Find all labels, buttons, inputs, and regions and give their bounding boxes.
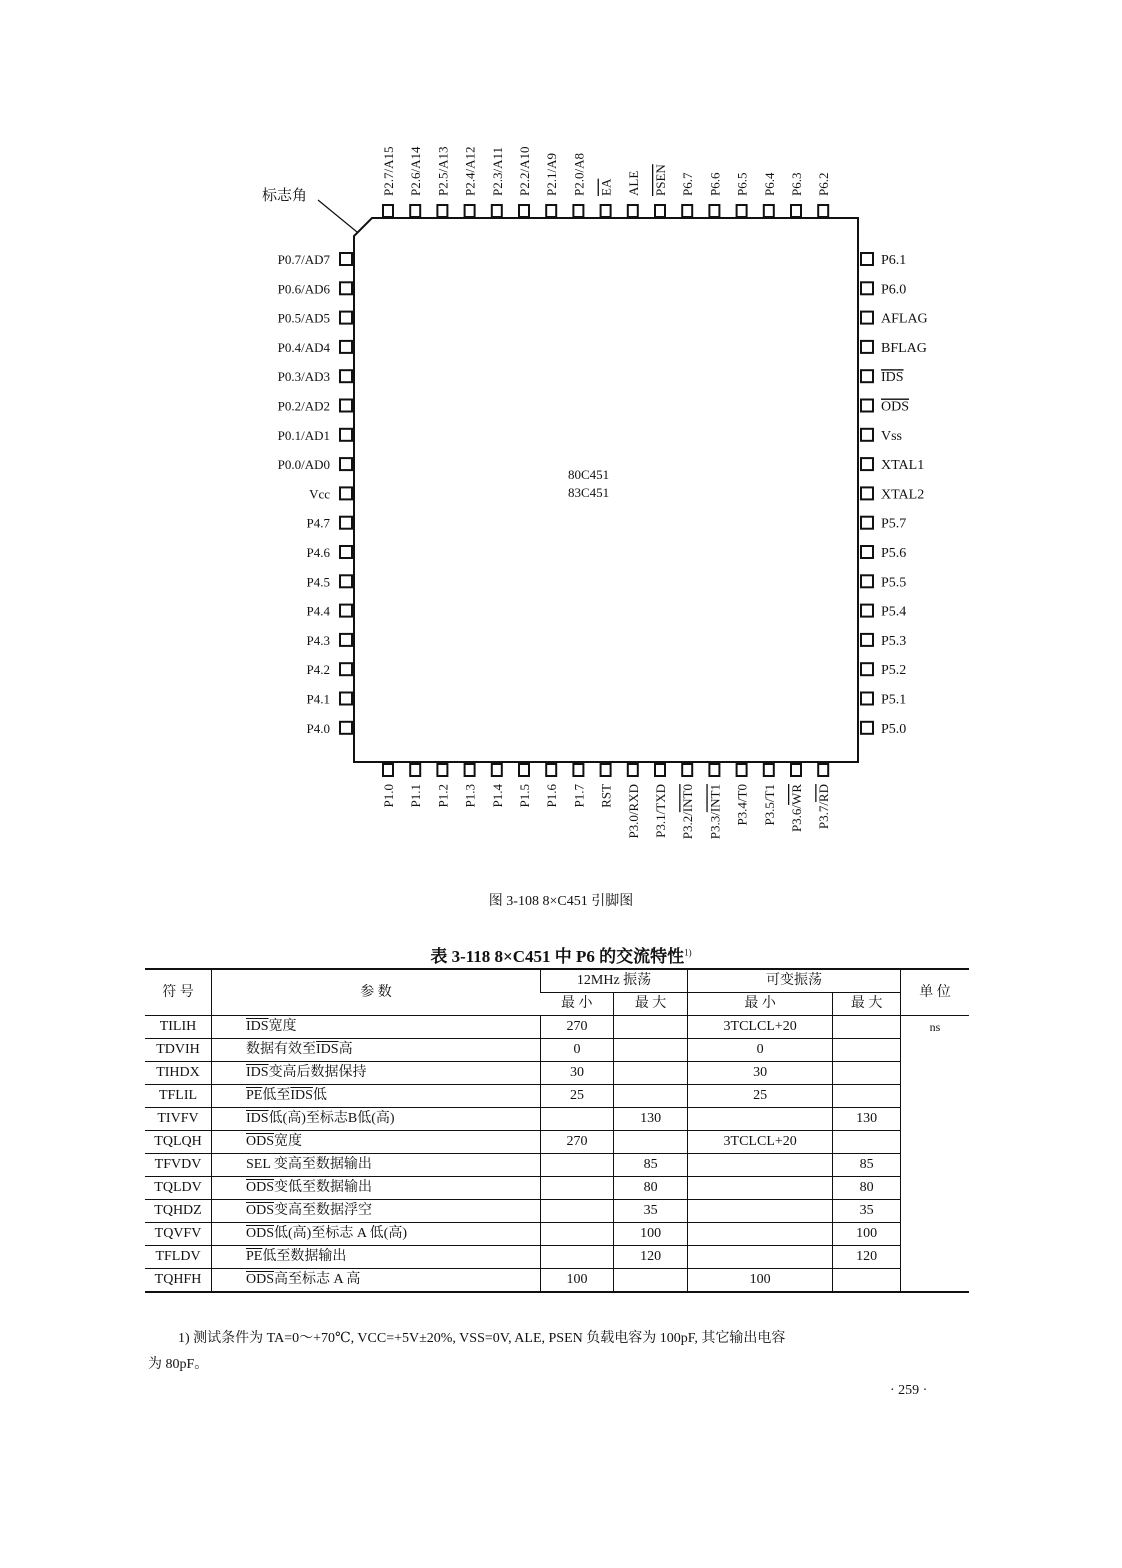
cell-var-min: 0 xyxy=(688,1039,833,1062)
pin-label: P5.6 xyxy=(881,546,907,561)
pin-label: P0.5/AD5 xyxy=(277,310,330,326)
pin-pad xyxy=(791,764,801,776)
pin-pad xyxy=(861,575,873,587)
cell-12mhz-min xyxy=(541,1223,614,1246)
pin-pad xyxy=(737,764,747,776)
pin-label: P5.4 xyxy=(881,604,907,620)
pin-label: P0.0/AD0 xyxy=(277,457,330,473)
cell-var-max xyxy=(833,1269,901,1293)
pin-label: P6.1 xyxy=(881,253,907,268)
pin-label: P0.4/AD4 xyxy=(277,339,330,355)
cell-symbol: TIVFV xyxy=(145,1108,212,1131)
chip-name-1: 80C451 xyxy=(568,467,610,482)
pin-label: EA xyxy=(598,178,614,196)
cell-12mhz-max xyxy=(614,1085,688,1108)
cell-12mhz-max xyxy=(614,1016,688,1039)
pin-label: P3.7/RD xyxy=(816,784,832,830)
header-max: 最 大 xyxy=(833,993,901,1016)
cell-var-max xyxy=(833,1131,901,1154)
pin-pad xyxy=(682,205,692,217)
corner-pointer xyxy=(318,200,357,232)
cell-param: $\overline{ODS}$变高至数据浮空 xyxy=(212,1200,541,1223)
pin-label: Vcc xyxy=(309,486,330,502)
pin-pad xyxy=(861,400,873,412)
cell-var-max xyxy=(833,1085,901,1108)
pin-pad xyxy=(519,764,529,776)
pin-label: P4.3 xyxy=(306,632,330,648)
pin-label: P4.2 xyxy=(306,662,330,678)
header-osc12: 12MHz 振荡 xyxy=(541,969,688,993)
cell-var-min: 25 xyxy=(688,1085,833,1108)
cell-param: $\overline{ODS}$变低至数据输出 xyxy=(212,1177,541,1200)
cell-var-max: 80 xyxy=(833,1177,901,1200)
header-min: 最 小 xyxy=(688,993,833,1016)
table-title-note: 1) xyxy=(684,947,692,958)
cell-var-min xyxy=(688,1200,833,1223)
pin-pad xyxy=(628,205,638,217)
cell-unit: ns xyxy=(901,1016,970,1293)
pin-pad xyxy=(340,282,352,294)
pin-label: XTAL2 xyxy=(881,487,925,503)
cell-var-min xyxy=(688,1223,833,1246)
cell-12mhz-min xyxy=(541,1177,614,1200)
table-title: 表 3-118 8×C451 中 P6 的交流特性$^{1)}$ xyxy=(430,947,692,966)
pin-pad xyxy=(340,370,352,382)
pin-pad xyxy=(340,722,352,734)
pin-pad xyxy=(861,429,873,441)
pin-label: IDS xyxy=(881,370,904,386)
table-row xyxy=(145,1223,969,1246)
pin-label: P0.3/AD3 xyxy=(277,369,330,385)
cell-symbol: TDVIH xyxy=(145,1039,212,1062)
cell-12mhz-max xyxy=(614,1039,688,1062)
pin-pad xyxy=(437,205,447,217)
header-unit: 单 位 xyxy=(901,969,970,1016)
pin-pad xyxy=(492,205,502,217)
pin-label: P3.3/INT1 xyxy=(707,784,723,840)
pin-pad xyxy=(340,517,352,529)
pin-pad xyxy=(340,341,352,353)
table-row xyxy=(145,1108,969,1131)
pin-label: P3.0/RXD xyxy=(625,784,641,839)
cell-symbol: TIHDX xyxy=(145,1062,212,1085)
pin-label: P1.6 xyxy=(544,784,560,808)
pin-pad xyxy=(709,205,719,217)
pin-pad xyxy=(655,764,665,776)
pin-pad xyxy=(818,764,828,776)
cell-12mhz-min: 0 xyxy=(541,1039,614,1062)
cell-param: $\overline{IDS}$宽度 xyxy=(212,1016,541,1039)
cell-var-max: 35 xyxy=(833,1200,901,1223)
pin-label: P2.7/A15 xyxy=(381,146,396,196)
footnote-line-1: 1) 测试条件为 TA=0～+70℃, VCC=+5V±20%, VSS=0V, ALE, PSEN 负载电容为 100pF, 其它输出电容 xyxy=(178,1331,786,1346)
pin-pad xyxy=(861,722,873,734)
header-max: 最 大 xyxy=(614,993,688,1016)
cell-symbol: TQHFH xyxy=(145,1269,212,1293)
cell-12mhz-max: 80 xyxy=(614,1177,688,1200)
pin-label: BFLAG xyxy=(881,340,927,356)
pin-pad xyxy=(340,575,352,587)
table-row xyxy=(145,1246,969,1269)
pin-label: P1.1 xyxy=(408,784,424,808)
pin-pad xyxy=(340,605,352,617)
pin-label: P5.7 xyxy=(881,516,907,532)
cell-12mhz-min: 30 xyxy=(541,1062,614,1085)
pin-pad xyxy=(764,205,774,217)
table-row xyxy=(145,1085,969,1108)
pin-label: P4.1 xyxy=(306,691,330,707)
pin-label: P1.4 xyxy=(489,784,505,808)
pin-label: P4.4 xyxy=(306,603,330,619)
cell-var-max xyxy=(833,1039,901,1062)
pin-label: P4.0 xyxy=(306,720,330,736)
pin-label: P1.2 xyxy=(435,784,451,808)
cell-var-max xyxy=(833,1016,901,1039)
pin-pad xyxy=(861,693,873,705)
pin-pad xyxy=(573,764,583,776)
pin-label: Vss xyxy=(881,428,903,444)
pin-label: P3.5/T1 xyxy=(761,784,777,826)
cell-var-min xyxy=(688,1177,833,1200)
header-param: 参 数 xyxy=(212,969,541,1016)
pin-label: XTAL1 xyxy=(881,458,925,474)
pin-pad xyxy=(340,253,352,265)
pin-label: P5.1 xyxy=(881,692,907,708)
page-number: · 259 · xyxy=(890,1383,928,1398)
pin-label: P4.7 xyxy=(306,515,330,531)
pin-pad xyxy=(709,764,719,776)
pin-pad xyxy=(601,764,611,776)
cell-12mhz-min: 25 xyxy=(541,1085,614,1108)
cell-12mhz-max: 100 xyxy=(614,1223,688,1246)
cell-var-max: 130 xyxy=(833,1108,901,1131)
pin-pad xyxy=(492,764,502,776)
pin-pad xyxy=(410,764,420,776)
cell-12mhz-max: 130 xyxy=(614,1108,688,1131)
cell-symbol: TFLDV xyxy=(145,1246,212,1269)
cell-12mhz-max: 85 xyxy=(614,1154,688,1177)
pin-label: P3.4/T0 xyxy=(734,784,750,826)
cell-12mhz-max xyxy=(614,1062,688,1085)
pin-pad xyxy=(437,764,447,776)
pin-label: P6.7 xyxy=(680,172,696,196)
cell-12mhz-min: 270 xyxy=(541,1016,614,1039)
pin-label: P5.0 xyxy=(881,721,907,737)
pin-pad xyxy=(601,205,611,217)
cell-symbol: TQLQH xyxy=(145,1131,212,1154)
pin-pad xyxy=(340,312,352,324)
cell-12mhz-min xyxy=(541,1108,614,1131)
pin-label: P1.0 xyxy=(381,784,396,808)
pin-pad xyxy=(340,429,352,441)
pin-label: AFLAG xyxy=(881,311,928,327)
pin-label: P6.0 xyxy=(881,282,907,298)
pin-label: P2.3/A11 xyxy=(489,147,505,196)
table-row xyxy=(145,1177,969,1200)
pin-label: P5.2 xyxy=(881,663,907,679)
table-row xyxy=(145,1269,969,1293)
pin-pad xyxy=(340,400,352,412)
pin-label: P6.5 xyxy=(734,172,750,196)
pin-pad xyxy=(861,253,873,265)
figure-caption: 图 3-108 8×C451 引脚图 xyxy=(488,894,634,909)
pin-pad xyxy=(410,205,420,217)
cell-12mhz-min: 100 xyxy=(541,1269,614,1293)
header-symbol: 符 号 xyxy=(145,969,212,1016)
pin-pad xyxy=(861,487,873,499)
pin-pad xyxy=(861,282,873,294)
pin-pad xyxy=(546,205,556,217)
pin-label: P6.6 xyxy=(707,172,723,196)
cell-var-max: 120 xyxy=(833,1246,901,1269)
pin-label: P1.3 xyxy=(462,784,478,808)
cell-symbol: TQVFV xyxy=(145,1223,212,1246)
pin-pad xyxy=(861,605,873,617)
pin-pad xyxy=(340,663,352,675)
cell-12mhz-min xyxy=(541,1200,614,1223)
table-row xyxy=(145,1016,969,1039)
pin-label: P2.4/A12 xyxy=(462,146,478,196)
pin-pad xyxy=(861,370,873,382)
cell-var-min xyxy=(688,1154,833,1177)
pin-label: P0.7/AD7 xyxy=(277,252,330,267)
cell-param: SEL 变高至数据输出 xyxy=(212,1154,541,1177)
pin-pad xyxy=(628,764,638,776)
cell-symbol: TILIH xyxy=(145,1016,212,1039)
cell-param: $\overline{IDS}$低(高)至标志B低(高) xyxy=(212,1108,541,1131)
header-min: 最 小 xyxy=(541,993,614,1016)
table-body xyxy=(145,1016,969,1293)
table-row xyxy=(145,1039,969,1062)
pin-label: ODS xyxy=(881,399,910,415)
cell-var-min: 3TCLCL+20 xyxy=(688,1016,833,1039)
pin-pad xyxy=(861,663,873,675)
cell-param: $\overline{PE}$低至数据输出 xyxy=(212,1246,541,1269)
corner-label: 标志角 xyxy=(262,188,308,204)
cell-var-min: 100 xyxy=(688,1269,833,1293)
ac-characteristics-table xyxy=(145,968,969,1293)
pin-label: P4.6 xyxy=(306,545,330,560)
pin-label: P3.1/TXD xyxy=(653,784,668,838)
table-row xyxy=(145,1200,969,1223)
pin-pad xyxy=(861,458,873,470)
pin-pad xyxy=(861,546,873,558)
footnote xyxy=(148,1326,978,1378)
pin-pad xyxy=(383,764,393,776)
pin-label: P6.3 xyxy=(789,172,804,196)
cell-param: $\overline{ODS}$低(高)至标志 A 低(高) xyxy=(212,1223,541,1246)
pin-pad xyxy=(519,205,529,217)
cell-param: $\overline{ODS}$宽度 xyxy=(212,1131,541,1154)
pin-pad xyxy=(465,764,475,776)
pin-label: P2.2/A10 xyxy=(517,146,532,196)
cell-symbol: TFVDV xyxy=(145,1154,212,1177)
cell-var-max: 85 xyxy=(833,1154,901,1177)
pin-pad xyxy=(861,517,873,529)
pin-label: P0.1/AD1 xyxy=(277,427,330,443)
pin-pad xyxy=(655,205,665,217)
pin-label: PSEN xyxy=(653,164,668,196)
pin-label: P3.2/INT0 xyxy=(680,784,696,840)
cell-12mhz-min xyxy=(541,1246,614,1269)
pin-label: P2.1/A9 xyxy=(544,153,560,196)
cell-var-max: 100 xyxy=(833,1223,901,1246)
pin-label: ALE xyxy=(625,170,641,196)
footnote-line-2: 为 80pF。 xyxy=(148,1357,209,1372)
pin-pad xyxy=(546,764,556,776)
pin-pad xyxy=(340,693,352,705)
pin-label: P0.6/AD6 xyxy=(277,281,330,297)
pin-pad xyxy=(573,205,583,217)
cell-param: $\overline{PE}$低至$\overline{IDS}$低 xyxy=(212,1085,541,1108)
cell-var-min: 3TCLCL+20 xyxy=(688,1131,833,1154)
pin-label: P3.6/WR xyxy=(789,784,804,833)
cell-12mhz-max xyxy=(614,1269,688,1293)
pin-pad xyxy=(340,458,352,470)
cell-var-min xyxy=(688,1246,833,1269)
pin-label: P4.5 xyxy=(306,574,330,590)
cell-12mhz-max: 120 xyxy=(614,1246,688,1269)
pin-label: P2.6/A14 xyxy=(408,146,424,196)
pin-pad xyxy=(791,205,801,217)
pin-label: P2.5/A13 xyxy=(435,146,451,196)
pin-label: P5.3 xyxy=(881,633,907,649)
pin-pad xyxy=(764,764,774,776)
cell-12mhz-max: 35 xyxy=(614,1200,688,1223)
header-var: 可变振荡 xyxy=(688,969,901,993)
pin-pad xyxy=(861,312,873,324)
cell-symbol: TQLDV xyxy=(145,1177,212,1200)
pin-label: P6.4 xyxy=(761,172,777,196)
pin-label: P0.2/AD2 xyxy=(277,398,330,414)
pin-pad xyxy=(818,205,828,217)
pin-pad xyxy=(465,205,475,217)
pin-label: P5.5 xyxy=(881,575,907,591)
pin-pad xyxy=(340,634,352,646)
pin-pad xyxy=(682,764,692,776)
pin-pad xyxy=(861,634,873,646)
pin-pad xyxy=(340,487,352,499)
cell-param: 数据有效至$\overline{IDS}$高 xyxy=(212,1039,541,1062)
cell-12mhz-min xyxy=(541,1154,614,1177)
cell-12mhz-max xyxy=(614,1131,688,1154)
cell-param: $\overline{ODS}$高至标志 A 高 xyxy=(212,1269,541,1293)
cell-12mhz-min: 270 xyxy=(541,1131,614,1154)
table-row xyxy=(145,1062,969,1085)
cell-var-min: 30 xyxy=(688,1062,833,1085)
chip-name-2: 83C451 xyxy=(568,485,610,500)
pin-label: P6.2 xyxy=(816,172,832,196)
pin-pad xyxy=(383,205,393,217)
cell-symbol: TQHDZ xyxy=(145,1200,212,1223)
pin-label: RST xyxy=(598,784,614,808)
pin-label: P1.7 xyxy=(571,784,587,808)
table-row xyxy=(145,1154,969,1177)
pin-pad xyxy=(861,341,873,353)
pin-pad xyxy=(737,205,747,217)
pin-label: P2.0/A8 xyxy=(571,153,587,196)
table-row xyxy=(145,1131,969,1154)
cell-symbol: TFLIL xyxy=(145,1085,212,1108)
cell-param: $\overline{IDS}$变高后数据保持 xyxy=(212,1062,541,1085)
pin-label: P1.5 xyxy=(517,784,532,808)
cell-var-max xyxy=(833,1062,901,1085)
cell-var-min xyxy=(688,1108,833,1131)
pin-pad xyxy=(340,546,352,558)
